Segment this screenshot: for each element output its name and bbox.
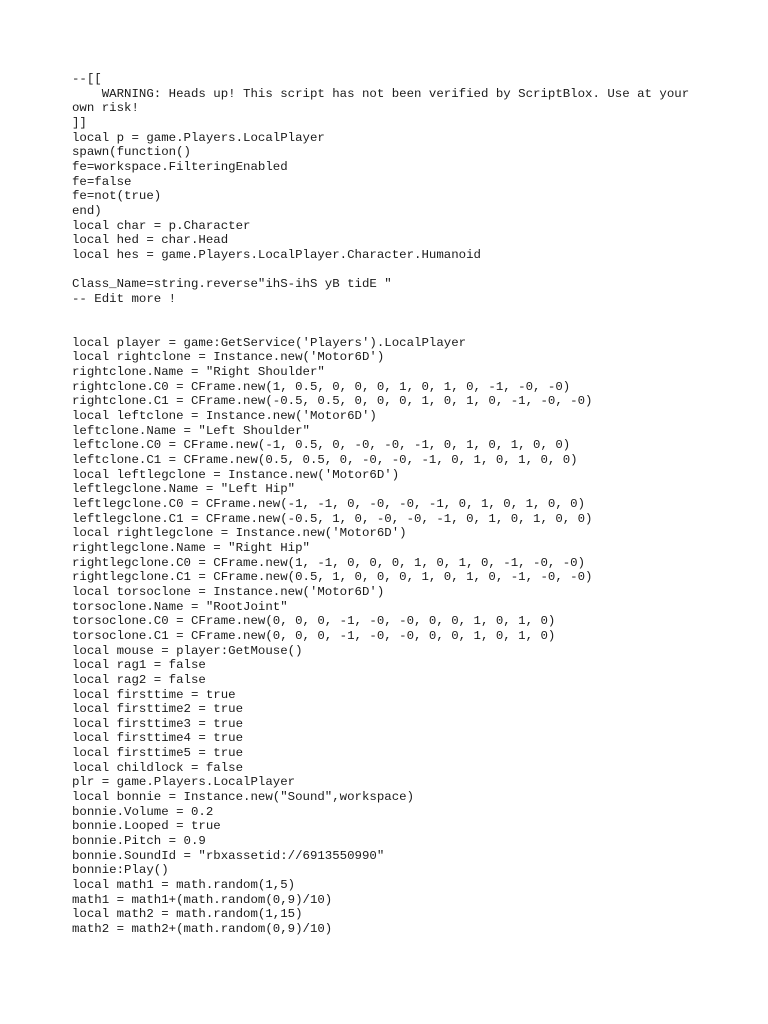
code-line: bonnie.SoundId = "rbxassetid://6913550990" <box>72 848 385 863</box>
code-line: rightlegclone.C1 = CFrame.new(0.5, 1, 0, 0, 0, 1, 0, 1, 0, -1, -0, -0) <box>72 570 593 585</box>
code-line: torsoclone.Name = "RootJoint" <box>72 599 288 614</box>
code-line: local hed = char.Head <box>72 233 229 248</box>
code-line: torsoclone.C1 = CFrame.new(0, 0, 0, -1, -0, -0, 0, 0, 1, 0, 1, 0) <box>72 628 556 643</box>
code-line: leftlegclone.C1 = CFrame.new(-0.5, 1, 0, -0, -0, -1, 0, 1, 0, 1, 0, 0) <box>72 511 593 526</box>
code-line: own risk! <box>72 101 139 116</box>
code-line: Class_Name=string.reverse"ihS-ihS yB tidE " <box>72 277 392 292</box>
code-line: local rightclone = Instance.new('Motor6D') <box>72 350 385 365</box>
code-line <box>72 306 712 321</box>
code-line: local firsttime5 = true <box>72 746 244 761</box>
code-line: bonnie.Pitch = 0.9 <box>72 834 206 849</box>
code-line: leftlegclone.Name = "Left Hip" <box>72 482 296 497</box>
code-line: leftclone.C1 = CFrame.new(0.5, 0.5, 0, -0, -0, -1, 0, 1, 0, 1, 0, 0) <box>72 453 578 468</box>
code-line: local leftclone = Instance.new('Motor6D') <box>72 409 377 424</box>
code-line <box>72 263 712 278</box>
code-line: rightlegclone.C0 = CFrame.new(1, -1, 0, 0, 0, 1, 0, 1, 0, -1, -0, -0) <box>72 555 586 570</box>
code-line: leftclone.Name = "Left Shoulder" <box>72 423 310 438</box>
code-line: bonnie.Volume = 0.2 <box>72 804 214 819</box>
code-line: spawn(function() <box>72 145 191 160</box>
code-line: local math2 = math.random(1,15) <box>72 907 303 922</box>
code-line: local firsttime3 = true <box>72 716 244 731</box>
code-line: torsoclone.C0 = CFrame.new(0, 0, 0, -1, -0, -0, 0, 0, 1, 0, 1, 0) <box>72 614 556 629</box>
code-line: local torsoclone = Instance.new('Motor6D') <box>72 584 385 599</box>
code-line: -- Edit more ! <box>72 291 177 306</box>
code-line: ]] <box>72 115 87 130</box>
code-line: end) <box>72 203 102 218</box>
code-line: bonnie.Looped = true <box>72 819 221 834</box>
code-line: local firsttime4 = true <box>72 731 244 746</box>
script-text <box>72 72 712 937</box>
code-line: local rightlegclone = Instance.new('Motor6D') <box>72 526 407 541</box>
code-line: local bonnie = Instance.new("Sound",workspace) <box>72 790 415 805</box>
code-line: plr = game.Players.LocalPlayer <box>72 775 296 790</box>
code-line: --[[ <box>72 72 102 86</box>
code-line: local char = p.Character <box>72 218 251 233</box>
code-line: WARNING: Heads up! This script has not been verified by ScriptBlox. Use at your <box>72 86 690 101</box>
code-line: leftlegclone.C0 = CFrame.new(-1, -1, 0, -0, -0, -1, 0, 1, 0, 1, 0, 0) <box>72 496 586 511</box>
code-line: local p = game.Players.LocalPlayer <box>72 130 325 145</box>
code-line: local rag1 = false <box>72 658 206 673</box>
code-line: local hes = game.Players.LocalPlayer.Character.Humanoid <box>72 247 481 262</box>
code-line: rightlegclone.Name = "Right Hip" <box>72 540 310 555</box>
code-line: local leftlegclone = Instance.new('Motor6D') <box>72 467 400 482</box>
code-line: local childlock = false <box>72 760 244 775</box>
code-line: local player = game:GetService('Players').LocalPlayer <box>72 335 467 350</box>
code-line: math2 = math2+(math.random(0,9)/10) <box>72 922 333 937</box>
code-line: fe=workspace.FilteringEnabled <box>72 159 288 174</box>
code-line: local mouse = player:GetMouse() <box>72 643 303 658</box>
code-line: fe=not(true) <box>72 189 162 204</box>
code-line: rightclone.C1 = CFrame.new(-0.5, 0.5, 0, 0, 0, 1, 0, 1, 0, -1, -0, -0) <box>72 394 593 409</box>
code-line: rightclone.Name = "Right Shoulder" <box>72 365 325 380</box>
code-line: local rag2 = false <box>72 672 206 687</box>
code-line <box>72 321 712 336</box>
code-line: local firsttime = true <box>72 687 236 702</box>
code-line: rightclone.C0 = CFrame.new(1, 0.5, 0, 0, 0, 1, 0, 1, 0, -1, -0, -0) <box>72 379 571 394</box>
code-line: fe=false <box>72 174 132 189</box>
code-line: math1 = math1+(math.random(0,9)/10) <box>72 892 333 907</box>
code-line: bonnie:Play() <box>72 863 169 878</box>
code-line: leftclone.C0 = CFrame.new(-1, 0.5, 0, -0, -0, -1, 0, 1, 0, 1, 0, 0) <box>72 438 571 453</box>
code-line: local math1 = math.random(1,5) <box>72 878 296 893</box>
code-line: local firsttime2 = true <box>72 702 244 717</box>
